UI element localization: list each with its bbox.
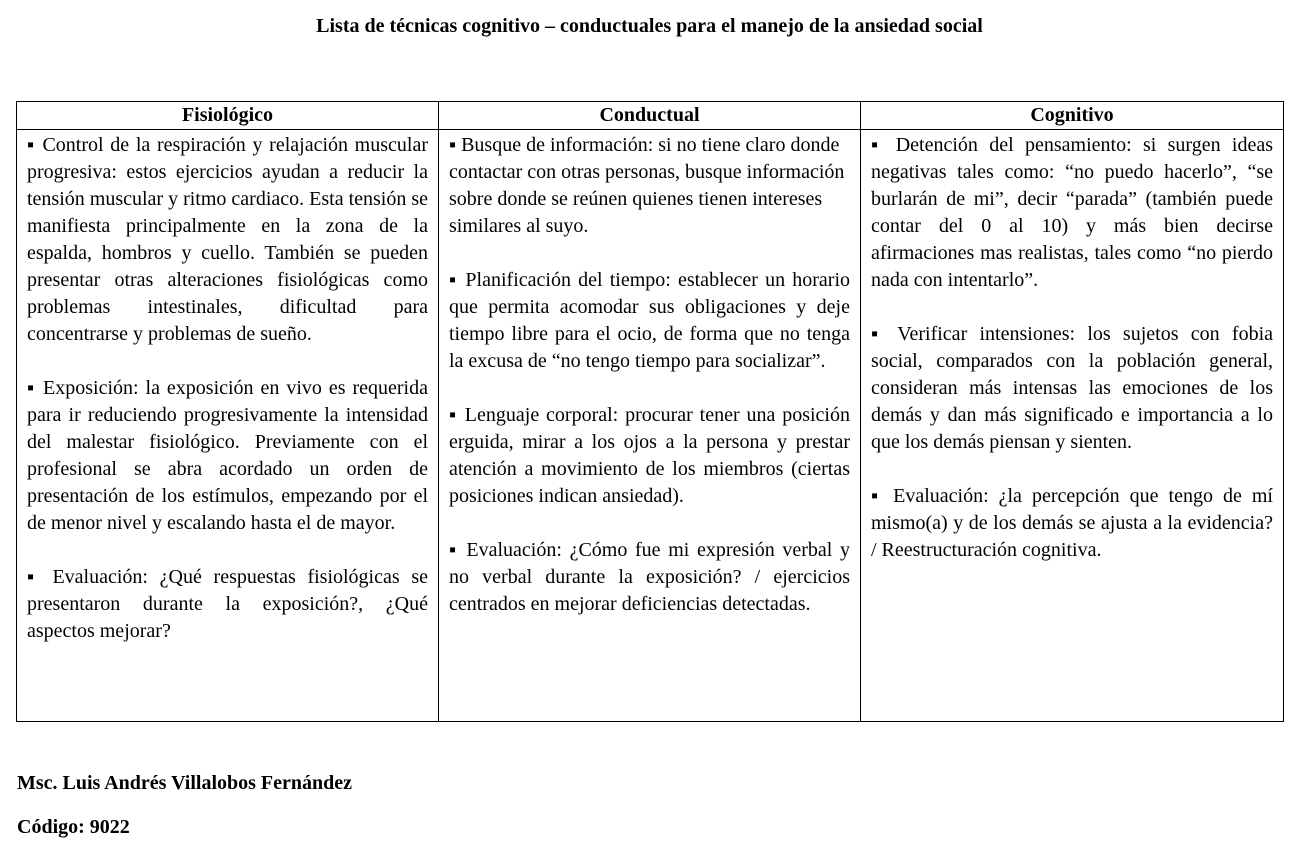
technique-respiracion: ▪ Control de la respiración y relajación muscular progresiva: estos ejercicios ayudan a reducir la tensión muscular y ritmo cardiaco. Esta tensión se manifiesta principalmente en la zona de la espalda, hombros y cuello. También se pueden presentar otras alteraciones fisiológicas como problemas intestinales, dificultad para concentrarse y problemas de sueño. [27,134,429,345]
technique-planificacion-tiempo: ▪ Planificación del tiempo: establecer un horario que permita acomodar sus obligaciones y deje tiempo libre para el ocio, de forma que no tenga la excusa de “no tengo tiempo para socializar”. [449,269,850,372]
technique-evaluacion-fisiologica: ▪ Evaluación: ¿Qué respuestas fisiológicas se presentaron durante la exposición?, ¿Qué aspectos mejorar? [27,566,428,642]
cell-fisiologico [17,130,439,722]
author-name: Msc. Luis Andrés Villalobos Fernández [17,772,353,794]
technique-exposicion: ▪ Exposición: la exposición en vivo es requerida para ir reduciendo progresivamente la intensidad del malestar fisiológico. Previamente con el profesional se abra acordado un orden de presentación de los estímulos, empezando por el de menor nivel y escalando hasta el de mayor. [27,377,428,534]
technique-verificar-intensiones: ▪ Verificar intensiones: los sujetos con fobia social, comparados con la población general, consideran más intensas las emociones de los demás y dan más significado e importancia a lo que los demás piensan y sienten. [871,323,1273,453]
header-conductual: Conductual [439,102,861,130]
author-code: Código: 9022 [17,816,130,838]
header-fisiologico: Fisiológico [17,102,439,130]
table-row [17,130,1284,722]
technique-detencion-pensamiento: ▪ Detención del pensamiento: si surgen ideas negativas tales como: “no puedo hacerlo”, “se burlarán de mi”, decir “parada” (también puede contar del 0 al 10) y más bien decirse afirmaciones mas realistas, tales como “no pierdo nada con intentarlo”. [871,134,1273,291]
technique-evaluacion-conductual: ▪ Evaluación: ¿Cómo fue mi expresión verbal y no verbal durante la exposición? / ejercicios centrados en mejorar deficiencias detectadas. [449,539,850,615]
header-cognitivo: Cognitivo [861,102,1284,130]
cell-conductual [439,130,861,722]
technique-evaluacion-cognitiva: ▪ Evaluación: ¿la percepción que tengo de mí mismo(a) y de los demás se ajusta a la evidencia? / Reestructuración cognitiva. [871,485,1273,561]
technique-lenguaje-corporal: ▪ Lenguaje corporal: procurar tener una posición erguida, mirar a los ojos a la persona y prestar atención a movimiento de los miembros (ciertas posiciones indican ansiedad). [449,404,850,507]
table-header-row [17,102,1284,130]
document-title: Lista de técnicas cognitivo – conductuales para el manejo de la ansiedad social [316,15,983,37]
cell-cognitivo [861,130,1284,722]
technique-busqueda-informacion: ▪ Busque de información: si no tiene claro donde contactar con otras personas, busque información sobre donde se reúnen quienes tienen intereses similares al suyo. [449,134,845,237]
techniques-table [16,101,1284,722]
